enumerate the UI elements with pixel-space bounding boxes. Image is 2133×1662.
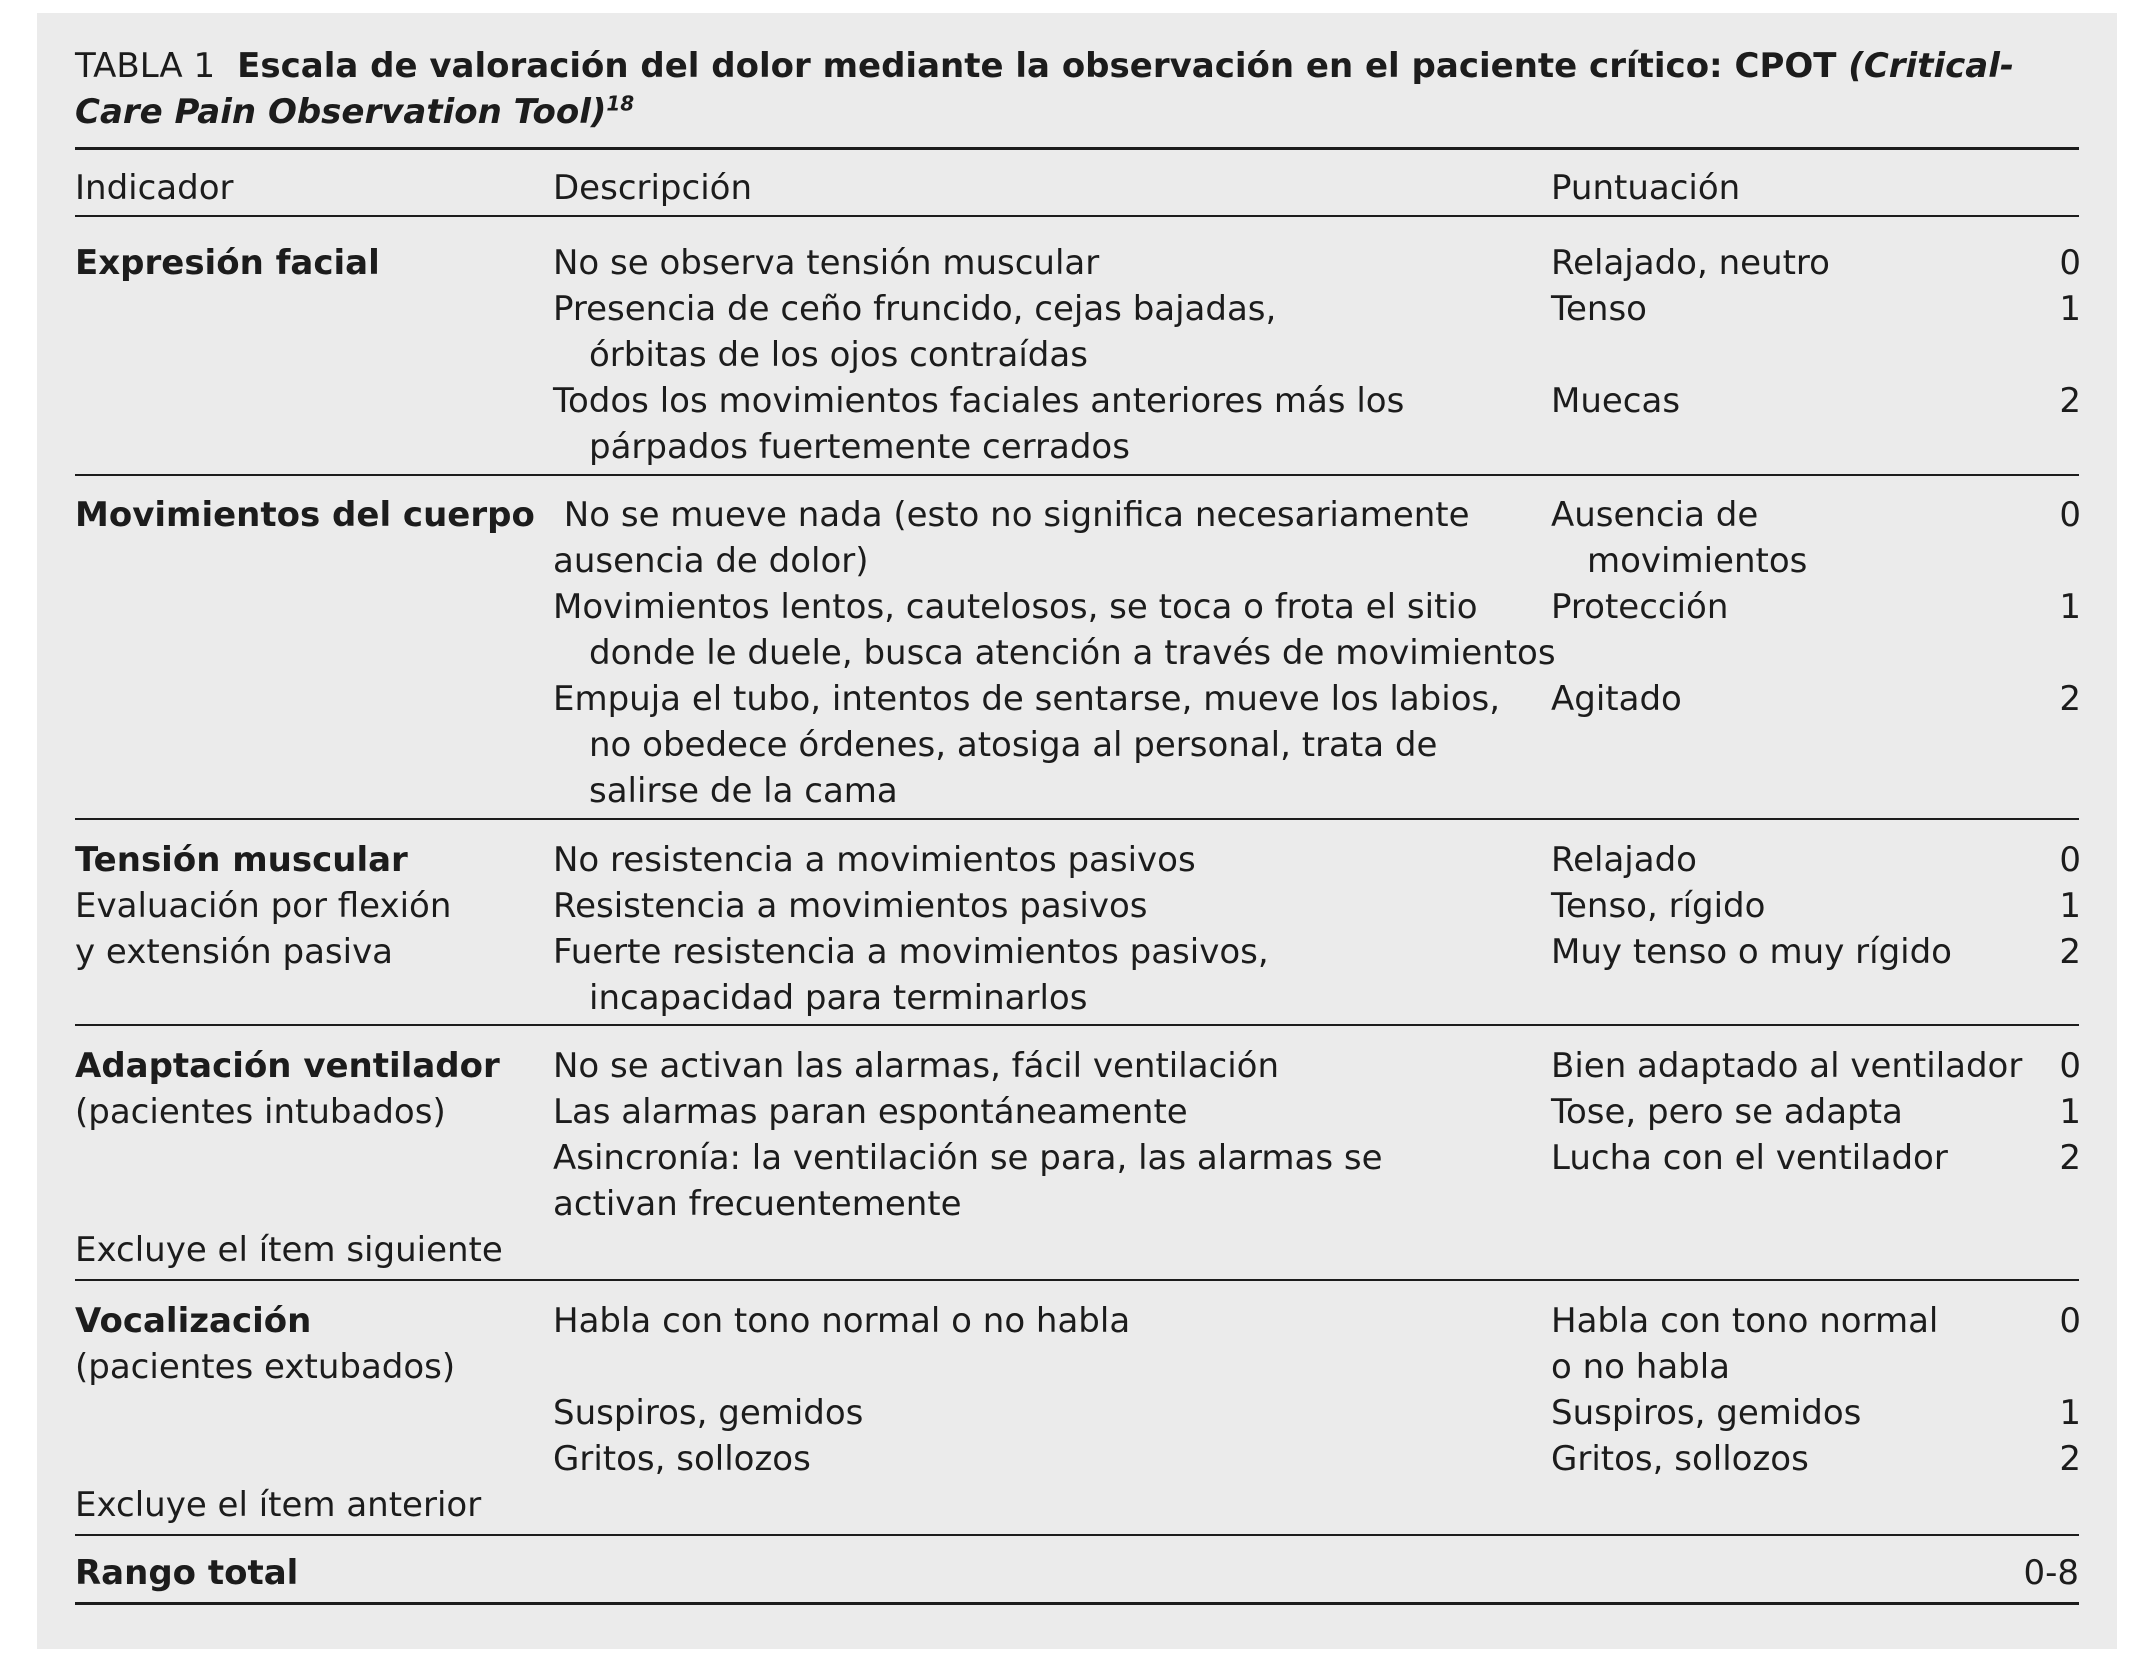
top-rule bbox=[75, 147, 2079, 150]
score-value: 2 bbox=[2059, 1138, 2081, 1178]
description: Resistencia a movimientos pasivos bbox=[553, 886, 1148, 926]
section-rule bbox=[75, 818, 2079, 820]
score-value: 2 bbox=[2059, 381, 2081, 421]
table-title: Escala de valoración del dolor mediante la observación en el paciente crítico: CPOT bbox=[237, 46, 1849, 86]
total-rule bbox=[75, 1534, 2079, 1536]
score-value: 0 bbox=[2059, 243, 2081, 283]
header-descripcion: Descripción bbox=[553, 168, 753, 208]
header-rule bbox=[75, 215, 2079, 217]
exclusion-note: Excluye el ítem siguiente bbox=[75, 1230, 503, 1270]
total-value: 0-8 bbox=[2023, 1553, 2079, 1593]
description: No se observa tensión muscular bbox=[553, 243, 1100, 283]
table-label: TABLA 1 bbox=[75, 46, 216, 86]
score-value: 1 bbox=[2059, 1393, 2081, 1433]
score-value: 0 bbox=[2059, 495, 2081, 535]
description: No se activan las alarmas, fácil ventilación bbox=[553, 1046, 1280, 1086]
total-label: Rango total bbox=[75, 1553, 299, 1593]
description: No se mueve nada (esto no significa necesariamente ausencia de dolor) bbox=[553, 495, 1470, 581]
score-label: Bien adaptado al ventilador bbox=[1551, 1046, 2023, 1086]
score-label: Gritos, sollozos bbox=[1551, 1439, 1809, 1479]
score-value: 0 bbox=[2059, 1301, 2081, 1341]
indicator-tension-muscular: Tensión muscular Evaluación por flexión y extensión pasiva bbox=[75, 840, 452, 972]
description: Presencia de ceño fruncido, cejas bajadas, órbitas de los ojos contraídas bbox=[553, 289, 1277, 375]
table-title-italic: (Critical-Care Pain Observation Tool) bbox=[75, 46, 2014, 132]
indicator-expresion-facial: Expresión facial bbox=[75, 243, 380, 283]
score-value: 2 bbox=[2059, 679, 2081, 719]
score-value: 1 bbox=[2059, 886, 2081, 926]
score-label: Tenso, rígido bbox=[1551, 886, 1766, 926]
description: Movimientos lentos, cautelosos, se toca o frota el sitio donde le duele, busca atención a través de movimientos bbox=[553, 587, 1556, 673]
indicator-vocalizacion: Vocalización (pacientes extubados) bbox=[75, 1301, 456, 1387]
score-label: Muecas bbox=[1551, 381, 1681, 421]
score-value: 1 bbox=[2059, 1092, 2081, 1132]
description: Asincronía: la ventilación se para, las alarmas se activan frecuentemente bbox=[553, 1138, 1383, 1224]
score-label: Habla con tono normal o no habla bbox=[1551, 1301, 1939, 1387]
section-rule bbox=[75, 474, 2079, 476]
score-label: Agitado bbox=[1551, 679, 1682, 719]
indicator-adaptacion-ventilador: Adaptación ventilador (pacientes intubados) bbox=[75, 1046, 500, 1132]
score-value: 2 bbox=[2059, 1439, 2081, 1479]
score-value: 0 bbox=[2059, 840, 2081, 880]
description: Habla con tono normal o no habla bbox=[553, 1301, 1131, 1341]
score-label: Protección bbox=[1551, 587, 1729, 627]
score-value: 0 bbox=[2059, 1046, 2081, 1086]
header-indicador: Indicador bbox=[75, 168, 234, 208]
description: No resistencia a movimientos pasivos bbox=[553, 840, 1196, 880]
description: Las alarmas paran espontáneamente bbox=[553, 1092, 1188, 1132]
score-label: Suspiros, gemidos bbox=[1551, 1393, 1862, 1433]
reference-superscript: 18 bbox=[606, 91, 635, 116]
table-caption bbox=[75, 43, 2065, 135]
exclusion-note: Excluye el ítem anterior bbox=[75, 1485, 482, 1525]
header-puntuacion: Puntuación bbox=[1551, 168, 1741, 208]
score-value: 2 bbox=[2059, 932, 2081, 972]
score-label: Ausencia de movimientos bbox=[1551, 495, 1808, 581]
description: Empuja el tubo, intentos de sentarse, mueve los labios, no obedece órdenes, atosiga al personal, trata de salirse de la cama bbox=[553, 679, 1501, 811]
description: Gritos, sollozos bbox=[553, 1439, 811, 1479]
score-value: 1 bbox=[2059, 587, 2081, 627]
score-label: Lucha con el ventilador bbox=[1551, 1138, 1948, 1178]
score-value: 1 bbox=[2059, 289, 2081, 329]
indicator-movimientos-cuerpo: Movimientos del cuerpo bbox=[75, 495, 535, 535]
score-label: Muy tenso o muy rígido bbox=[1551, 932, 1952, 972]
description: Fuerte resistencia a movimientos pasivos, incapacidad para terminarlos bbox=[553, 932, 1269, 1018]
section-rule bbox=[75, 1279, 2079, 1281]
section-rule bbox=[75, 1024, 2079, 1026]
score-label: Tose, pero se adapta bbox=[1551, 1092, 1903, 1132]
bottom-rule bbox=[75, 1602, 2079, 1605]
score-label: Relajado, neutro bbox=[1551, 243, 1830, 283]
table-panel bbox=[37, 13, 2117, 1649]
description: Todos los movimientos faciales anteriores más los párpados fuertemente cerrados bbox=[553, 381, 1405, 467]
score-label: Tenso bbox=[1551, 289, 1647, 329]
description: Suspiros, gemidos bbox=[553, 1393, 864, 1433]
score-label: Relajado bbox=[1551, 840, 1697, 880]
